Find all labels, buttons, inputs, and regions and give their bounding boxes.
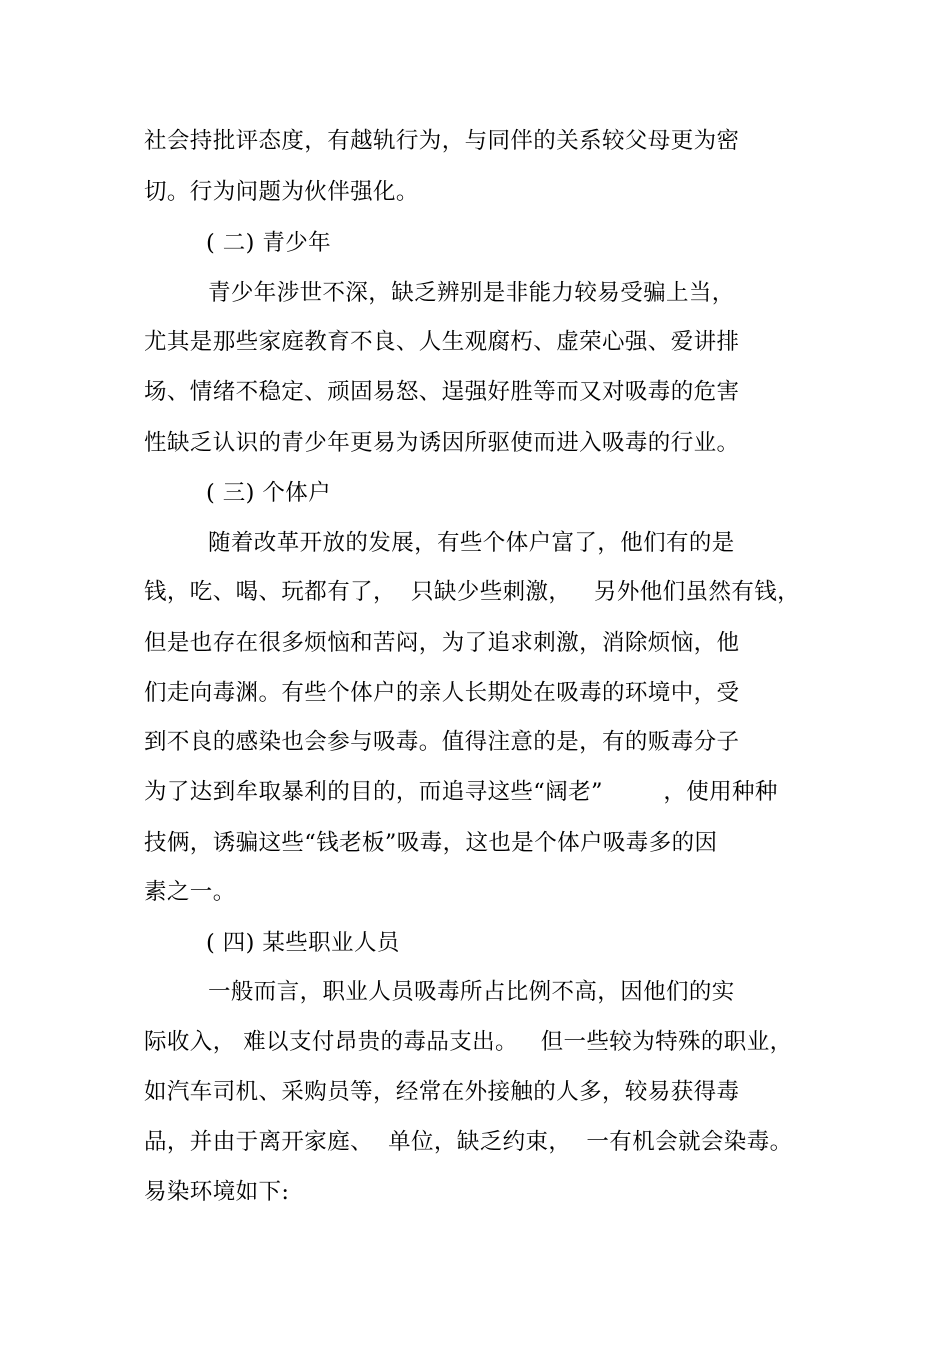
- body-text-line: 性缺乏认识的青少年更易为诱因所驱使而进入吸毒的行业。: [144, 430, 740, 456]
- paragraph-start-line: 随着改革开放的发展，有些个体户富了，他们有的是: [208, 530, 735, 556]
- body-text-line: 们走向毒渊。有些个体户的亲人长期处在吸毒的环境中，受: [144, 680, 740, 706]
- body-text-line: 到不良的感染也会参与吸毒。值得注意的是，有的贩毒分子: [144, 729, 740, 755]
- body-text-line: 尤其是那些家庭教育不良、人生观腐朽、虚荣心强、爱讲排: [144, 329, 740, 355]
- section-heading-teenagers: ( 二) 青少年: [206, 230, 332, 256]
- body-text-line: 钱，吃、喝、玩都有了， 只缺少些刺激， 另外他们虽然有钱，: [144, 579, 801, 605]
- body-text-line: 品，并由于离开家庭、 单位，缺乏约束， 一有机会就会染毒。: [144, 1129, 793, 1155]
- body-text-line: 技俩，诱骗这些“钱老板”吸毒，这也是个体户吸毒多的因: [144, 830, 718, 856]
- body-text-line: 为了达到牟取暴利的目的，而追寻这些“阔老” ，使用种种: [144, 779, 778, 805]
- body-text-line: 社会持批评态度，有越轨行为，与同伴的关系较父母更为密: [144, 128, 740, 154]
- body-text-line: 场、情绪不稳定、顽固易怒、逞强好胜等而又对吸毒的危害: [144, 379, 740, 405]
- body-text-line: 易染环境如下:: [144, 1179, 290, 1205]
- body-text-line: 如汽车司机、采购员等，经常在外接触的人多，较易获得毒: [144, 1079, 740, 1105]
- paragraph-start-line: 青少年涉世不深，缺乏辨别是非能力较易受骗上当，: [208, 280, 735, 306]
- section-heading-individual-business: ( 三) 个体户: [206, 480, 332, 506]
- paragraph-start-line: 一般而言，职业人员吸毒所占比例不高，因他们的实: [208, 979, 735, 1005]
- body-text-line: 素之一。: [144, 879, 236, 905]
- body-text-line: 切。行为问题为伙伴强化。: [144, 179, 419, 205]
- body-text-line: 际收入， 难以支付昂贵的毒品支出。 但一些较为特殊的职业，: [144, 1029, 793, 1055]
- body-text-line: 但是也存在很多烦恼和苦闷，为了追求刺激，消除烦恼，他: [144, 630, 740, 656]
- section-heading-certain-professions: ( 四) 某些职业人员: [206, 930, 400, 956]
